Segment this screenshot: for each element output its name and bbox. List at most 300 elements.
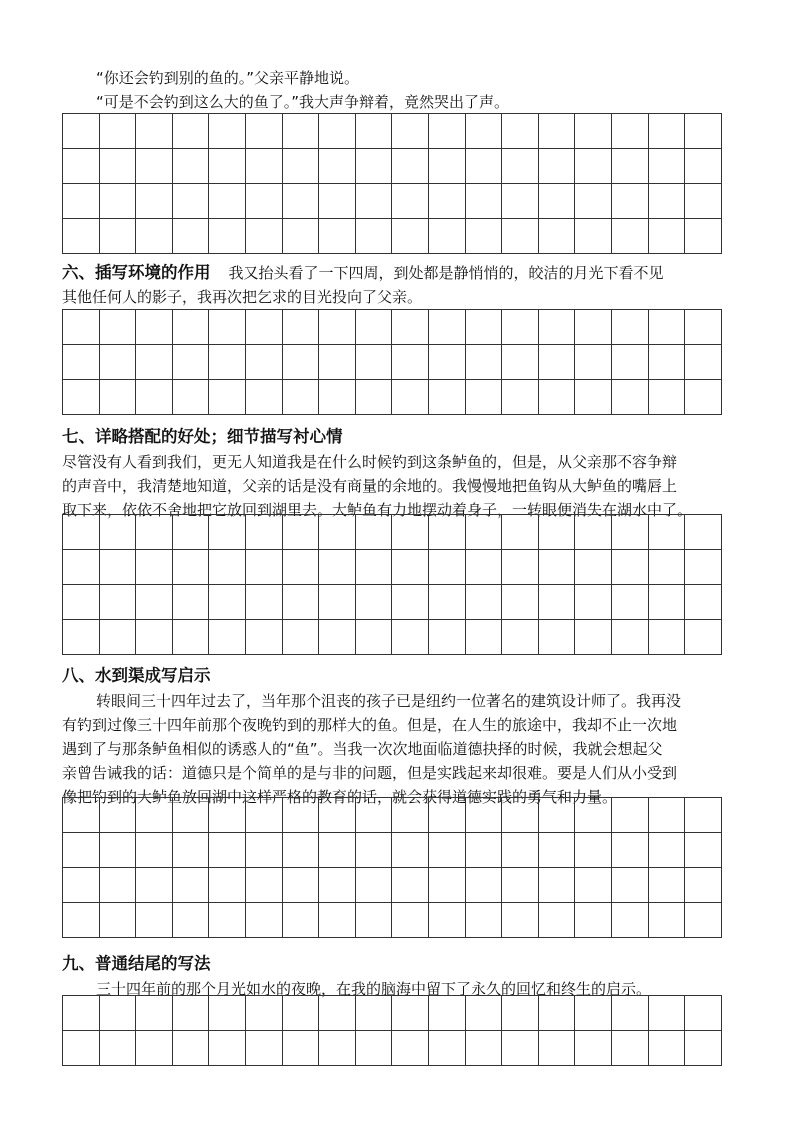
grid-cell[interactable] — [246, 798, 283, 833]
grid-cell[interactable] — [466, 114, 503, 149]
grid-cell[interactable] — [612, 114, 649, 149]
grid-cell[interactable] — [575, 996, 612, 1031]
grid-cell[interactable] — [136, 380, 173, 415]
grid-cell[interactable] — [502, 585, 539, 620]
grid-cell[interactable] — [539, 345, 576, 380]
grid-cell[interactable] — [319, 114, 356, 149]
grid-cell[interactable] — [319, 585, 356, 620]
grid-cell[interactable] — [136, 833, 173, 868]
grid-cell[interactable] — [612, 515, 649, 550]
grid-cell[interactable] — [685, 550, 722, 585]
grid-cell[interactable] — [502, 380, 539, 415]
grid-cell[interactable] — [100, 515, 137, 550]
grid-cell[interactable] — [429, 585, 466, 620]
grid-cell[interactable] — [612, 620, 649, 655]
grid-cell[interactable] — [173, 1031, 210, 1066]
grid-cell[interactable] — [429, 1031, 466, 1066]
grid-cell[interactable] — [429, 345, 466, 380]
grid-cell[interactable] — [209, 868, 246, 903]
grid-cell[interactable] — [100, 149, 137, 184]
grid-cell[interactable] — [63, 903, 100, 938]
grid-cell[interactable] — [246, 310, 283, 345]
grid-cell[interactable] — [539, 585, 576, 620]
grid-cell[interactable] — [649, 868, 686, 903]
grid-cell[interactable] — [356, 833, 393, 868]
grid-cell[interactable] — [136, 585, 173, 620]
grid-cell[interactable] — [429, 184, 466, 219]
grid-cell[interactable] — [356, 903, 393, 938]
writing-grid-2[interactable] — [62, 309, 722, 415]
grid-cell[interactable] — [429, 380, 466, 415]
grid-cell[interactable] — [173, 515, 210, 550]
grid-cell[interactable] — [209, 1031, 246, 1066]
grid-cell[interactable] — [575, 550, 612, 585]
grid-cell[interactable] — [429, 798, 466, 833]
grid-cell[interactable] — [685, 620, 722, 655]
grid-cell[interactable] — [392, 114, 429, 149]
grid-cell[interactable] — [539, 184, 576, 219]
grid-cell[interactable] — [100, 585, 137, 620]
grid-cell[interactable] — [539, 798, 576, 833]
grid-cell[interactable] — [319, 550, 356, 585]
grid-cell[interactable] — [685, 868, 722, 903]
grid-cell[interactable] — [466, 310, 503, 345]
grid-cell[interactable] — [502, 868, 539, 903]
grid-cell[interactable] — [575, 114, 612, 149]
grid-cell[interactable] — [649, 219, 686, 254]
grid-cell[interactable] — [246, 149, 283, 184]
grid-cell[interactable] — [539, 310, 576, 345]
grid-cell[interactable] — [283, 868, 320, 903]
grid-cell[interactable] — [319, 219, 356, 254]
grid-cell[interactable] — [612, 996, 649, 1031]
grid-cell[interactable] — [209, 149, 246, 184]
grid-cell[interactable] — [209, 345, 246, 380]
grid-cell[interactable] — [649, 903, 686, 938]
grid-cell[interactable] — [173, 868, 210, 903]
grid-cell[interactable] — [356, 620, 393, 655]
grid-cell[interactable] — [63, 550, 100, 585]
grid-cell[interactable] — [612, 345, 649, 380]
grid-cell[interactable] — [63, 833, 100, 868]
grid-cell[interactable] — [63, 798, 100, 833]
grid-cell[interactable] — [392, 515, 429, 550]
grid-cell[interactable] — [319, 310, 356, 345]
grid-cell[interactable] — [612, 868, 649, 903]
grid-cell[interactable] — [246, 345, 283, 380]
grid-cell[interactable] — [173, 114, 210, 149]
grid-cell[interactable] — [100, 1031, 137, 1066]
grid-cell[interactable] — [136, 1031, 173, 1066]
grid-cell[interactable] — [612, 310, 649, 345]
grid-cell[interactable] — [392, 903, 429, 938]
grid-cell[interactable] — [209, 996, 246, 1031]
grid-cell[interactable] — [466, 620, 503, 655]
grid-cell[interactable] — [100, 996, 137, 1031]
grid-cell[interactable] — [63, 515, 100, 550]
grid-cell[interactable] — [173, 585, 210, 620]
grid-cell[interactable] — [319, 380, 356, 415]
grid-cell[interactable] — [575, 1031, 612, 1066]
grid-cell[interactable] — [539, 1031, 576, 1066]
grid-cell[interactable] — [429, 550, 466, 585]
grid-cell[interactable] — [136, 903, 173, 938]
grid-cell[interactable] — [63, 585, 100, 620]
grid-cell[interactable] — [612, 1031, 649, 1066]
grid-cell[interactable] — [502, 310, 539, 345]
grid-cell[interactable] — [319, 903, 356, 938]
grid-cell[interactable] — [356, 310, 393, 345]
grid-cell[interactable] — [173, 345, 210, 380]
grid-cell[interactable] — [319, 996, 356, 1031]
grid-cell[interactable] — [392, 219, 429, 254]
grid-cell[interactable] — [63, 219, 100, 254]
grid-cell[interactable] — [63, 345, 100, 380]
grid-cell[interactable] — [649, 184, 686, 219]
grid-cell[interactable] — [502, 114, 539, 149]
grid-cell[interactable] — [466, 184, 503, 219]
grid-cell[interactable] — [429, 114, 466, 149]
grid-cell[interactable] — [136, 620, 173, 655]
grid-cell[interactable] — [685, 833, 722, 868]
grid-cell[interactable] — [649, 310, 686, 345]
grid-cell[interactable] — [283, 149, 320, 184]
grid-cell[interactable] — [209, 114, 246, 149]
grid-cell[interactable] — [209, 380, 246, 415]
grid-cell[interactable] — [612, 380, 649, 415]
grid-cell[interactable] — [63, 868, 100, 903]
grid-cell[interactable] — [319, 1031, 356, 1066]
grid-cell[interactable] — [612, 585, 649, 620]
grid-cell[interactable] — [575, 345, 612, 380]
writing-grid-1[interactable] — [62, 113, 722, 254]
grid-cell[interactable] — [685, 219, 722, 254]
grid-cell[interactable] — [466, 219, 503, 254]
grid-cell[interactable] — [63, 114, 100, 149]
grid-cell[interactable] — [539, 550, 576, 585]
grid-cell[interactable] — [429, 149, 466, 184]
writing-grid-5[interactable] — [62, 995, 722, 1066]
grid-cell[interactable] — [100, 868, 137, 903]
grid-cell[interactable] — [173, 833, 210, 868]
grid-cell[interactable] — [392, 184, 429, 219]
grid-cell[interactable] — [246, 833, 283, 868]
grid-cell[interactable] — [429, 996, 466, 1031]
grid-cell[interactable] — [246, 1031, 283, 1066]
grid-cell[interactable] — [246, 550, 283, 585]
grid-cell[interactable] — [502, 1031, 539, 1066]
grid-cell[interactable] — [283, 310, 320, 345]
grid-cell[interactable] — [466, 515, 503, 550]
grid-cell[interactable] — [209, 219, 246, 254]
grid-cell[interactable] — [356, 550, 393, 585]
grid-cell[interactable] — [575, 184, 612, 219]
grid-cell[interactable] — [136, 798, 173, 833]
grid-cell[interactable] — [356, 1031, 393, 1066]
grid-cell[interactable] — [136, 184, 173, 219]
grid-cell[interactable] — [283, 1031, 320, 1066]
grid-cell[interactable] — [539, 114, 576, 149]
grid-cell[interactable] — [283, 114, 320, 149]
grid-cell[interactable] — [63, 620, 100, 655]
grid-cell[interactable] — [539, 996, 576, 1031]
grid-cell[interactable] — [649, 833, 686, 868]
grid-cell[interactable] — [100, 345, 137, 380]
grid-cell[interactable] — [283, 515, 320, 550]
grid-cell[interactable] — [649, 550, 686, 585]
grid-cell[interactable] — [392, 868, 429, 903]
grid-cell[interactable] — [100, 380, 137, 415]
grid-cell[interactable] — [356, 515, 393, 550]
grid-cell[interactable] — [136, 219, 173, 254]
grid-cell[interactable] — [612, 219, 649, 254]
grid-cell[interactable] — [246, 996, 283, 1031]
grid-cell[interactable] — [502, 184, 539, 219]
grid-cell[interactable] — [356, 798, 393, 833]
grid-cell[interactable] — [209, 550, 246, 585]
grid-cell[interactable] — [392, 310, 429, 345]
grid-cell[interactable] — [173, 798, 210, 833]
grid-cell[interactable] — [246, 114, 283, 149]
grid-cell[interactable] — [173, 149, 210, 184]
grid-cell[interactable] — [649, 114, 686, 149]
grid-cell[interactable] — [502, 798, 539, 833]
grid-cell[interactable] — [502, 996, 539, 1031]
grid-cell[interactable] — [612, 184, 649, 219]
grid-cell[interactable] — [649, 996, 686, 1031]
grid-cell[interactable] — [319, 515, 356, 550]
grid-cell[interactable] — [63, 310, 100, 345]
grid-cell[interactable] — [283, 345, 320, 380]
grid-cell[interactable] — [685, 585, 722, 620]
grid-cell[interactable] — [502, 903, 539, 938]
grid-cell[interactable] — [246, 585, 283, 620]
grid-cell[interactable] — [283, 380, 320, 415]
grid-cell[interactable] — [649, 620, 686, 655]
grid-cell[interactable] — [539, 868, 576, 903]
grid-cell[interactable] — [685, 1031, 722, 1066]
grid-cell[interactable] — [539, 620, 576, 655]
grid-cell[interactable] — [173, 550, 210, 585]
grid-cell[interactable] — [466, 1031, 503, 1066]
grid-cell[interactable] — [466, 585, 503, 620]
grid-cell[interactable] — [649, 1031, 686, 1066]
grid-cell[interactable] — [429, 620, 466, 655]
grid-cell[interactable] — [173, 996, 210, 1031]
grid-cell[interactable] — [100, 903, 137, 938]
grid-cell[interactable] — [246, 380, 283, 415]
grid-cell[interactable] — [100, 219, 137, 254]
grid-cell[interactable] — [539, 833, 576, 868]
grid-cell[interactable] — [63, 996, 100, 1031]
grid-cell[interactable] — [246, 219, 283, 254]
grid-cell[interactable] — [246, 184, 283, 219]
grid-cell[interactable] — [575, 515, 612, 550]
grid-cell[interactable] — [319, 620, 356, 655]
grid-cell[interactable] — [612, 833, 649, 868]
grid-cell[interactable] — [392, 550, 429, 585]
grid-cell[interactable] — [173, 903, 210, 938]
grid-cell[interactable] — [209, 798, 246, 833]
grid-cell[interactable] — [539, 149, 576, 184]
grid-cell[interactable] — [466, 903, 503, 938]
grid-cell[interactable] — [319, 833, 356, 868]
grid-cell[interactable] — [319, 184, 356, 219]
grid-cell[interactable] — [612, 903, 649, 938]
grid-cell[interactable] — [283, 550, 320, 585]
grid-cell[interactable] — [246, 620, 283, 655]
grid-cell[interactable] — [283, 219, 320, 254]
grid-cell[interactable] — [283, 996, 320, 1031]
grid-cell[interactable] — [173, 219, 210, 254]
grid-cell[interactable] — [685, 345, 722, 380]
grid-cell[interactable] — [63, 149, 100, 184]
grid-cell[interactable] — [392, 380, 429, 415]
grid-cell[interactable] — [575, 380, 612, 415]
grid-cell[interactable] — [429, 833, 466, 868]
grid-cell[interactable] — [502, 620, 539, 655]
grid-cell[interactable] — [612, 550, 649, 585]
grid-cell[interactable] — [136, 996, 173, 1031]
grid-cell[interactable] — [100, 550, 137, 585]
grid-cell[interactable] — [685, 380, 722, 415]
grid-cell[interactable] — [209, 903, 246, 938]
grid-cell[interactable] — [502, 219, 539, 254]
grid-cell[interactable] — [136, 310, 173, 345]
grid-cell[interactable] — [466, 345, 503, 380]
grid-cell[interactable] — [356, 149, 393, 184]
grid-cell[interactable] — [136, 515, 173, 550]
grid-cell[interactable] — [649, 345, 686, 380]
grid-cell[interactable] — [283, 798, 320, 833]
grid-cell[interactable] — [429, 219, 466, 254]
grid-cell[interactable] — [649, 798, 686, 833]
grid-cell[interactable] — [502, 833, 539, 868]
grid-cell[interactable] — [429, 903, 466, 938]
grid-cell[interactable] — [173, 380, 210, 415]
grid-cell[interactable] — [356, 996, 393, 1031]
grid-cell[interactable] — [356, 114, 393, 149]
grid-cell[interactable] — [575, 219, 612, 254]
grid-cell[interactable] — [575, 149, 612, 184]
grid-cell[interactable] — [575, 903, 612, 938]
grid-cell[interactable] — [136, 345, 173, 380]
grid-cell[interactable] — [209, 310, 246, 345]
grid-cell[interactable] — [466, 996, 503, 1031]
grid-cell[interactable] — [319, 798, 356, 833]
grid-cell[interactable] — [392, 996, 429, 1031]
grid-cell[interactable] — [283, 585, 320, 620]
grid-cell[interactable] — [429, 868, 466, 903]
grid-cell[interactable] — [649, 149, 686, 184]
grid-cell[interactable] — [685, 149, 722, 184]
grid-cell[interactable] — [612, 798, 649, 833]
grid-cell[interactable] — [356, 585, 393, 620]
grid-cell[interactable] — [575, 620, 612, 655]
grid-cell[interactable] — [575, 585, 612, 620]
grid-cell[interactable] — [685, 515, 722, 550]
grid-cell[interactable] — [136, 149, 173, 184]
grid-cell[interactable] — [649, 585, 686, 620]
grid-cell[interactable] — [246, 515, 283, 550]
grid-cell[interactable] — [502, 515, 539, 550]
grid-cell[interactable] — [392, 149, 429, 184]
grid-cell[interactable] — [649, 380, 686, 415]
grid-cell[interactable] — [392, 585, 429, 620]
grid-cell[interactable] — [685, 114, 722, 149]
grid-cell[interactable] — [466, 798, 503, 833]
grid-cell[interactable] — [173, 310, 210, 345]
grid-cell[interactable] — [246, 868, 283, 903]
grid-cell[interactable] — [539, 380, 576, 415]
grid-cell[interactable] — [209, 515, 246, 550]
grid-cell[interactable] — [356, 380, 393, 415]
grid-cell[interactable] — [356, 184, 393, 219]
grid-cell[interactable] — [685, 903, 722, 938]
grid-cell[interactable] — [466, 149, 503, 184]
grid-cell[interactable] — [100, 833, 137, 868]
grid-cell[interactable] — [356, 868, 393, 903]
grid-cell[interactable] — [466, 550, 503, 585]
grid-cell[interactable] — [209, 184, 246, 219]
grid-cell[interactable] — [136, 868, 173, 903]
grid-cell[interactable] — [539, 515, 576, 550]
grid-cell[interactable] — [392, 833, 429, 868]
grid-cell[interactable] — [173, 620, 210, 655]
grid-cell[interactable] — [502, 149, 539, 184]
grid-cell[interactable] — [283, 833, 320, 868]
grid-cell[interactable] — [685, 996, 722, 1031]
grid-cell[interactable] — [466, 380, 503, 415]
grid-cell[interactable] — [319, 149, 356, 184]
grid-cell[interactable] — [283, 184, 320, 219]
grid-cell[interactable] — [63, 1031, 100, 1066]
grid-cell[interactable] — [319, 868, 356, 903]
grid-cell[interactable] — [575, 798, 612, 833]
grid-cell[interactable] — [356, 219, 393, 254]
grid-cell[interactable] — [392, 620, 429, 655]
grid-cell[interactable] — [649, 515, 686, 550]
grid-cell[interactable] — [685, 798, 722, 833]
grid-cell[interactable] — [283, 903, 320, 938]
grid-cell[interactable] — [100, 620, 137, 655]
grid-cell[interactable] — [246, 903, 283, 938]
grid-cell[interactable] — [209, 833, 246, 868]
grid-cell[interactable] — [502, 550, 539, 585]
grid-cell[interactable] — [539, 903, 576, 938]
grid-cell[interactable] — [283, 620, 320, 655]
grid-cell[interactable] — [100, 114, 137, 149]
grid-cell[interactable] — [356, 345, 393, 380]
grid-cell[interactable] — [209, 620, 246, 655]
grid-cell[interactable] — [100, 798, 137, 833]
grid-cell[interactable] — [100, 310, 137, 345]
writing-grid-3[interactable] — [62, 514, 722, 655]
grid-cell[interactable] — [392, 798, 429, 833]
grid-cell[interactable] — [685, 184, 722, 219]
grid-cell[interactable] — [100, 184, 137, 219]
grid-cell[interactable] — [575, 868, 612, 903]
grid-cell[interactable] — [612, 149, 649, 184]
grid-cell[interactable] — [319, 345, 356, 380]
grid-cell[interactable] — [173, 184, 210, 219]
grid-cell[interactable] — [136, 114, 173, 149]
grid-cell[interactable] — [63, 184, 100, 219]
grid-cell[interactable] — [392, 1031, 429, 1066]
grid-cell[interactable] — [63, 380, 100, 415]
grid-cell[interactable] — [575, 833, 612, 868]
grid-cell[interactable] — [209, 585, 246, 620]
